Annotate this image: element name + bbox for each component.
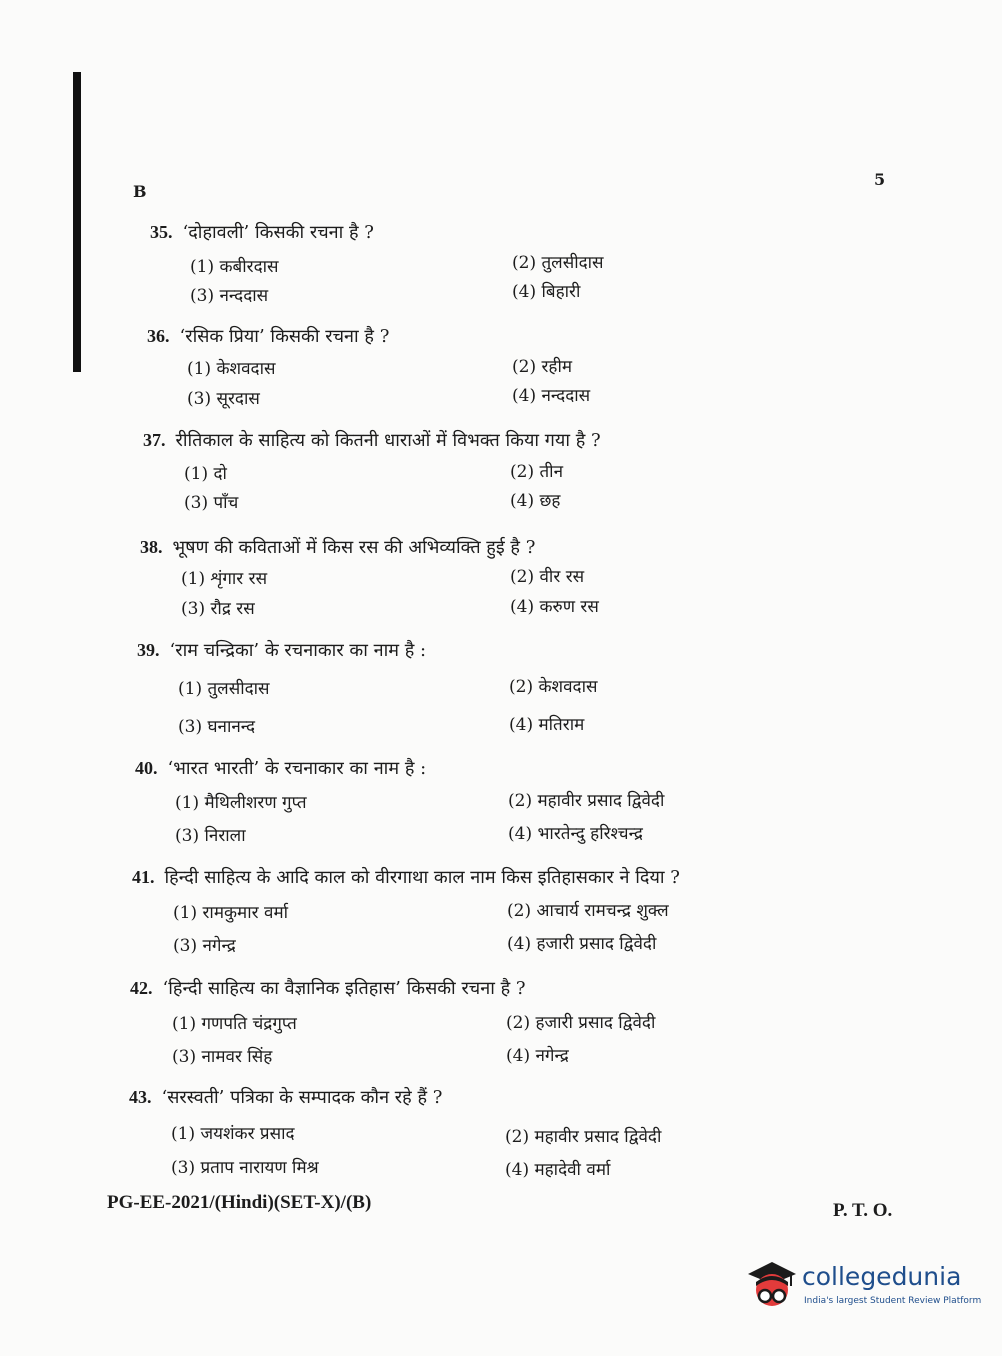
watermark-tagline: India's largest Student Review Platform [804, 1296, 982, 1306]
question-text: ‘हिन्दी साहित्य का वैज्ञानिक इतिहास’ किसकी रचना है ? [162, 978, 526, 999]
question-stem [147, 324, 389, 348]
option-4: (4) छह [510, 491, 561, 511]
option-3: (3) नगेन्द्र [173, 936, 236, 956]
pto-label: P. T. O. [833, 1200, 893, 1221]
watermark-name: collegedunia [802, 1262, 962, 1291]
option-2: (2) वीर रस [510, 567, 585, 587]
option-2: (2) आचार्य रामचन्द्र शुक्ल [507, 901, 669, 921]
question-stem [132, 865, 680, 889]
option-3: (3) घनानन्द [178, 717, 256, 737]
option-1: (1) जयशंकर प्रसाद [171, 1124, 295, 1144]
question-number: 35. [150, 222, 173, 242]
collegedunia-watermark [742, 1252, 982, 1322]
option-3: (3) नन्ददास [190, 286, 269, 306]
option-4: (4) नगेन्द्र [506, 1046, 569, 1066]
option-4: (4) बिहारी [512, 282, 581, 302]
question-text: हिन्दी साहित्य के आदि काल को वीरगाथा काल नाम किस इतिहासकार ने दिया ? [164, 867, 680, 888]
question-stem [143, 428, 601, 452]
question-stem [150, 220, 374, 244]
option-2: (2) महावीर प्रसाद द्विवेदी [505, 1127, 662, 1147]
page-number: 5 [874, 170, 886, 189]
option-4: (4) महादेवी वर्मा [505, 1160, 611, 1180]
option-3: (3) प्रताप नारायण मिश्र [171, 1158, 319, 1178]
question-number: 43. [129, 1087, 152, 1107]
question-number: 40. [135, 758, 158, 778]
option-3: (3) सूरदास [187, 389, 260, 409]
option-1: (1) केशवदास [187, 359, 276, 379]
question-number: 39. [137, 640, 160, 660]
option-1: (1) मैथिलीशरण गुप्त [175, 793, 307, 813]
question-number: 38. [140, 537, 163, 557]
question-text: ‘सरस्वती’ पत्रिका के सम्पादक कौन रहे हैं ? [161, 1087, 443, 1108]
set-code: B [133, 182, 147, 201]
question-number: 42. [130, 978, 153, 998]
question-stem [135, 756, 426, 780]
option-1: (1) गणपति चंद्रगुप्त [172, 1014, 297, 1034]
option-1: (1) कबीरदास [190, 257, 279, 277]
option-3: (3) नामवर सिंह [172, 1047, 273, 1067]
option-3: (3) निराला [175, 826, 246, 846]
option-1: (1) तुलसीदास [178, 679, 270, 699]
question-text: ‘राम चन्द्रिका’ के रचनाकार का नाम है : [169, 640, 427, 661]
question-stem [140, 535, 535, 559]
question-stem [129, 1085, 442, 1109]
option-4: (4) मतिराम [509, 715, 585, 735]
option-4: (4) करुण रस [510, 597, 599, 617]
option-2: (2) तुलसीदास [512, 253, 604, 273]
option-4: (4) नन्ददास [512, 386, 591, 406]
option-4: (4) भारतेन्दु हरिश्चन्द्र [508, 824, 643, 844]
option-4: (4) हजारी प्रसाद द्विवेदी [507, 934, 657, 954]
option-1: (1) दो [184, 464, 227, 484]
question-text: ‘रसिक प्रिया’ किसकी रचना है ? [179, 326, 390, 347]
mascot-logo-icon [742, 1256, 800, 1314]
option-1: (1) शृंगार रस [181, 569, 268, 589]
question-number: 37. [143, 430, 166, 450]
option-2: (2) रहीम [512, 357, 573, 377]
question-text: ‘भारत भारती’ के रचनाकार का नाम है : [167, 758, 427, 779]
question-text: रीतिकाल के साहित्य को कितनी धाराओं में विभक्त किया गया है ? [175, 430, 601, 451]
option-2: (2) तीन [510, 462, 564, 482]
question-text: भूषण की कविताओं में किस रस की अभिव्यक्ति हुई है ? [172, 537, 536, 558]
option-1: (1) रामकुमार वर्मा [173, 903, 289, 923]
question-text: ‘दोहावली’ किसकी रचना है ? [182, 222, 374, 243]
option-2: (2) केशवदास [509, 677, 598, 697]
option-3: (3) पाँच [184, 493, 239, 513]
paper-code: PG-EE-2021/(Hindi)(SET-X)/(B) [107, 1192, 372, 1213]
question-number: 36. [147, 326, 170, 346]
question-number: 41. [132, 867, 155, 887]
option-2: (2) महावीर प्रसाद द्विवेदी [508, 791, 665, 811]
option-2: (2) हजारी प्रसाद द्विवेदी [506, 1013, 656, 1033]
question-stem [137, 638, 426, 662]
question-stem [130, 976, 526, 1000]
option-3: (3) रौद्र रस [181, 599, 255, 619]
